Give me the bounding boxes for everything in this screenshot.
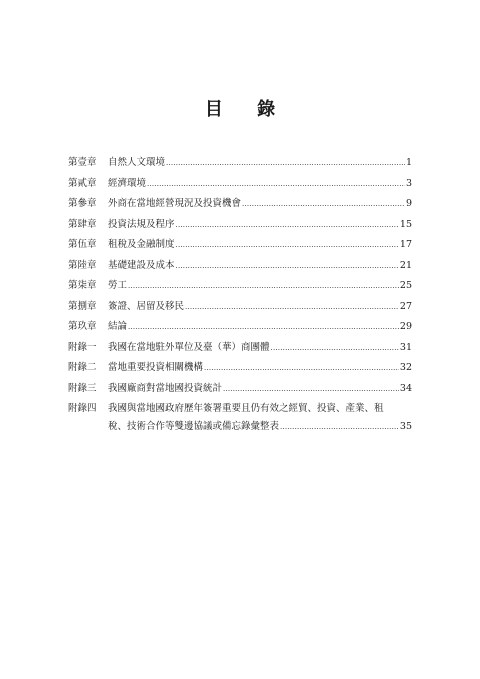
- toc-entry-page-number: 29: [399, 321, 412, 332]
- toc-entry-page-number: 25: [399, 280, 412, 291]
- toc-entry-label: 附錄二: [68, 362, 97, 373]
- toc-entry-label: 第玖章: [68, 321, 97, 332]
- toc-entry-title: 外商在當地經營現況及投資機會: [108, 198, 242, 209]
- dot-leader: [242, 197, 405, 211]
- toc-entry-appendix-1[interactable]: [68, 341, 412, 362]
- toc-entry-page-number: 1: [405, 157, 412, 168]
- dot-leader: [271, 341, 399, 355]
- dot-leader: [176, 218, 399, 232]
- toc-entry-appendix-3[interactable]: [68, 382, 412, 403]
- toc-entry-page-number: 21: [399, 259, 412, 271]
- toc-entry-appendix-4[interactable]: [68, 402, 412, 440]
- dot-leader: [204, 361, 399, 375]
- toc-entry-label: 附錄三: [68, 382, 97, 394]
- toc-entry-title: 經濟環境: [108, 177, 147, 189]
- dot-leader: [147, 177, 405, 191]
- toc-entry-title: 租稅及金融制度: [108, 239, 175, 250]
- toc-entry-chapter-7[interactable]: [68, 279, 412, 300]
- toc-entry-label: 第貳章: [68, 177, 97, 189]
- toc-entry-title-continued: 稅、技術合作等雙邊協議或備忘錄彙整表: [108, 421, 280, 432]
- toc-entry-label: 第參章: [68, 198, 97, 209]
- toc-entry-chapter-5[interactable]: [68, 238, 412, 259]
- toc-entry-label: 附錄一: [68, 341, 97, 353]
- toc-entry-label: 第捌章: [68, 300, 97, 312]
- toc-entry-chapter-8[interactable]: [68, 300, 412, 321]
- toc-entry-title: 當地重要投資相關機構: [108, 362, 204, 373]
- page-title: 目 錄: [204, 99, 290, 120]
- toc-entry-chapter-4[interactable]: [68, 218, 412, 239]
- toc-entry-chapter-3[interactable]: [68, 197, 412, 218]
- dot-leader: [176, 259, 399, 273]
- toc-entry-page-number: 32: [399, 362, 412, 373]
- toc-entry-label: 附錄四: [68, 403, 97, 414]
- dot-leader: [223, 382, 399, 396]
- toc-entry-page-number: 34: [399, 382, 412, 394]
- table-of-contents: [68, 156, 412, 440]
- dot-leader: [128, 320, 399, 334]
- toc-entry-label: 第伍章: [68, 239, 97, 250]
- dot-leader: [280, 420, 399, 434]
- toc-entry-title: 自然人文環境: [108, 157, 166, 168]
- toc-entry-title: 結論: [108, 321, 128, 332]
- toc-entry-appendix-2[interactable]: [68, 361, 412, 382]
- toc-entry-page-number: 3: [405, 177, 412, 189]
- toc-entry-title: 我國在當地駐外單位及臺（華）商團體: [108, 341, 270, 353]
- toc-entry-page-number: 31: [399, 341, 412, 353]
- dot-leader: [176, 238, 399, 252]
- toc-entry-page-number: 17: [399, 239, 412, 250]
- toc-entry-page-number: 9: [405, 198, 412, 209]
- toc-entry-chapter-1[interactable]: [68, 156, 412, 177]
- toc-entry-title: 勞工: [108, 280, 128, 291]
- dot-leader: [128, 279, 399, 293]
- toc-entry-label: 第壹章: [68, 157, 97, 168]
- toc-entry-chapter-2[interactable]: [68, 177, 412, 198]
- toc-entry-title: 我國廠商對當地國投資統計: [108, 382, 223, 394]
- toc-entry-label: 第柒章: [68, 280, 97, 291]
- toc-entry-title: 我國與當地國政府歷年簽署重要且仍有效之經貿、投資、產業、租: [108, 403, 384, 414]
- toc-entry-chapter-6[interactable]: [68, 259, 412, 280]
- toc-entry-chapter-9[interactable]: [68, 320, 412, 341]
- toc-entry-title: 基礎建設及成本: [108, 259, 175, 271]
- toc-entry-page-number: 27: [399, 300, 412, 312]
- toc-entry-page-number: 35: [399, 421, 412, 432]
- toc-entry-title: 簽證、居留及移民: [108, 300, 185, 312]
- toc-entry-label: 第肆章: [68, 218, 97, 230]
- toc-entry-title: 投資法規及程序: [108, 218, 175, 230]
- toc-entry-page-number: 15: [399, 218, 412, 230]
- dot-leader: [185, 300, 399, 314]
- dot-leader: [166, 156, 405, 170]
- toc-entry-label: 第陸章: [68, 259, 97, 271]
